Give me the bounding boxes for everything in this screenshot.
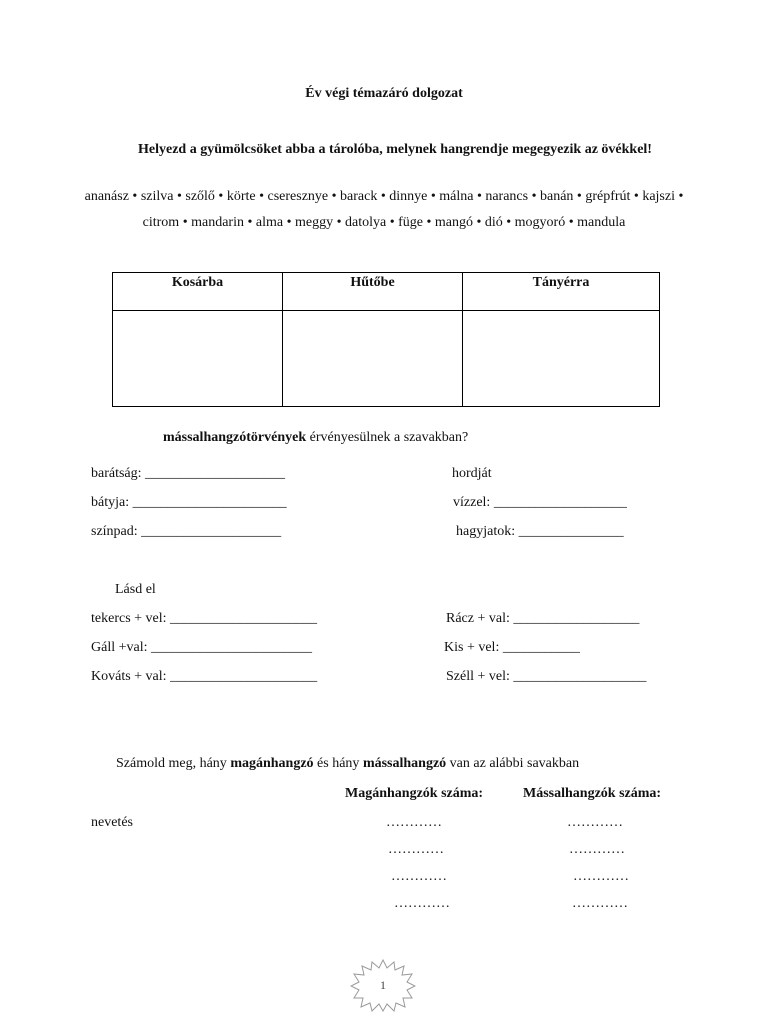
fruit-list: ananász • szilva • szőlő • körte • cseresznye • barack • dinnye • málna • narancs • banán • grépfrút • kajszi • citrom • mandarin • alma • meggy • datolya • füge • mangó • dió • mogyoró • mandula	[84, 189, 684, 230]
task4-instruction-part: Számold meg, hány	[116, 756, 231, 771]
task2-prompt-bold: mássalhangzótörvények	[163, 430, 307, 445]
answer-blank[interactable]: _____________________	[170, 669, 318, 684]
task2-row-3-left	[91, 524, 281, 540]
answer-blank[interactable]: ___________________	[493, 495, 627, 510]
task2-word: barátság:	[91, 466, 142, 481]
task3-row-3-left	[91, 669, 317, 685]
task3-row-1-right	[446, 611, 639, 627]
task3-row-1-left	[91, 611, 317, 627]
task2-prompt	[163, 430, 468, 446]
task1-instruction: Helyezd a gyümölcsöket abba a tárolóba, melynek hangrendje megegyezik az övékkel!	[138, 142, 652, 157]
vowel-count-blank[interactable]: …………	[394, 896, 450, 911]
task2-word: hordját	[452, 466, 492, 481]
task3-word: Kis + vel:	[444, 640, 500, 655]
table-header-kosarba: Kosárba	[113, 273, 283, 311]
answer-blank[interactable]: _______________________	[151, 640, 312, 655]
vowel-count-blank[interactable]: …………	[391, 869, 447, 884]
answer-blank[interactable]: _______________	[518, 524, 624, 539]
task4-instruction-bold: magánhangzó	[230, 756, 314, 771]
task2-prompt-rest: érvényesülnek a szavakban?	[306, 430, 469, 445]
answer-blank[interactable]: __________________	[513, 611, 640, 626]
task2-row-1-right	[452, 466, 492, 482]
task3-word: Rácz + val:	[446, 611, 510, 626]
table-cell-tanyerra[interactable]	[463, 311, 660, 407]
vowel-count-blank[interactable]: …………	[388, 842, 444, 857]
task3-row-3-right	[446, 669, 646, 685]
task3-row-2-left	[91, 640, 312, 656]
fruit-sorting-table	[112, 272, 660, 407]
answer-blank[interactable]: ____________________	[141, 524, 282, 539]
answer-blank[interactable]: _____________________	[170, 611, 318, 626]
answer-blank[interactable]: ___________________	[513, 669, 647, 684]
consonant-count-blank[interactable]: …………	[572, 896, 628, 911]
consonant-count-blank[interactable]: …………	[569, 842, 625, 857]
vowel-count-blank[interactable]: …………	[386, 815, 442, 830]
task4-instruction	[116, 756, 579, 772]
task2-row-1-left	[91, 466, 285, 482]
consonant-count-blank[interactable]: …………	[573, 869, 629, 884]
answer-blank[interactable]: ______________________	[132, 495, 287, 510]
task2-word: bátyja:	[91, 495, 130, 510]
answer-blank[interactable]: ____________________	[145, 466, 286, 481]
task3-word: Kováts + val:	[91, 669, 167, 684]
task3-word: tekercs + vel:	[91, 611, 167, 626]
task2-row-2-right	[453, 495, 627, 511]
task2-row-3-right	[456, 524, 624, 540]
task3-word: Gáll +val:	[91, 640, 148, 655]
task3-heading: Lásd el	[115, 582, 156, 597]
answer-blank[interactable]: ___________	[502, 640, 580, 655]
task2-word: hagyjatok:	[456, 524, 516, 539]
task2-row-2-left	[91, 495, 287, 511]
task2-word: színpad:	[91, 524, 138, 539]
page-number-badge	[350, 958, 416, 1012]
task4-word: nevetés	[91, 815, 133, 830]
column-header-consonants: Mássalhangzók száma:	[523, 786, 662, 801]
column-header-vowels: Magánhangzók száma:	[345, 786, 484, 801]
task3-word: Széll + vel:	[446, 669, 510, 684]
table-cell-hutobe[interactable]	[283, 311, 463, 407]
task4-instruction-part: és hány	[313, 756, 363, 771]
page-title: Év végi témazáró dolgozat	[305, 86, 463, 101]
consonant-count-blank[interactable]: …………	[567, 815, 623, 830]
task4-instruction-bold: mássalhangzó	[362, 756, 447, 771]
task2-word: vízzel:	[453, 495, 491, 510]
table-header-hutobe: Hűtőbe	[283, 273, 463, 311]
table-cell-kosarba[interactable]	[113, 311, 283, 407]
page-number: 1	[380, 978, 386, 992]
table-header-tanyerra: Tányérra	[463, 273, 660, 311]
task3-row-2-right	[444, 640, 580, 656]
task4-instruction-part: van az alábbi savakban	[446, 756, 580, 771]
